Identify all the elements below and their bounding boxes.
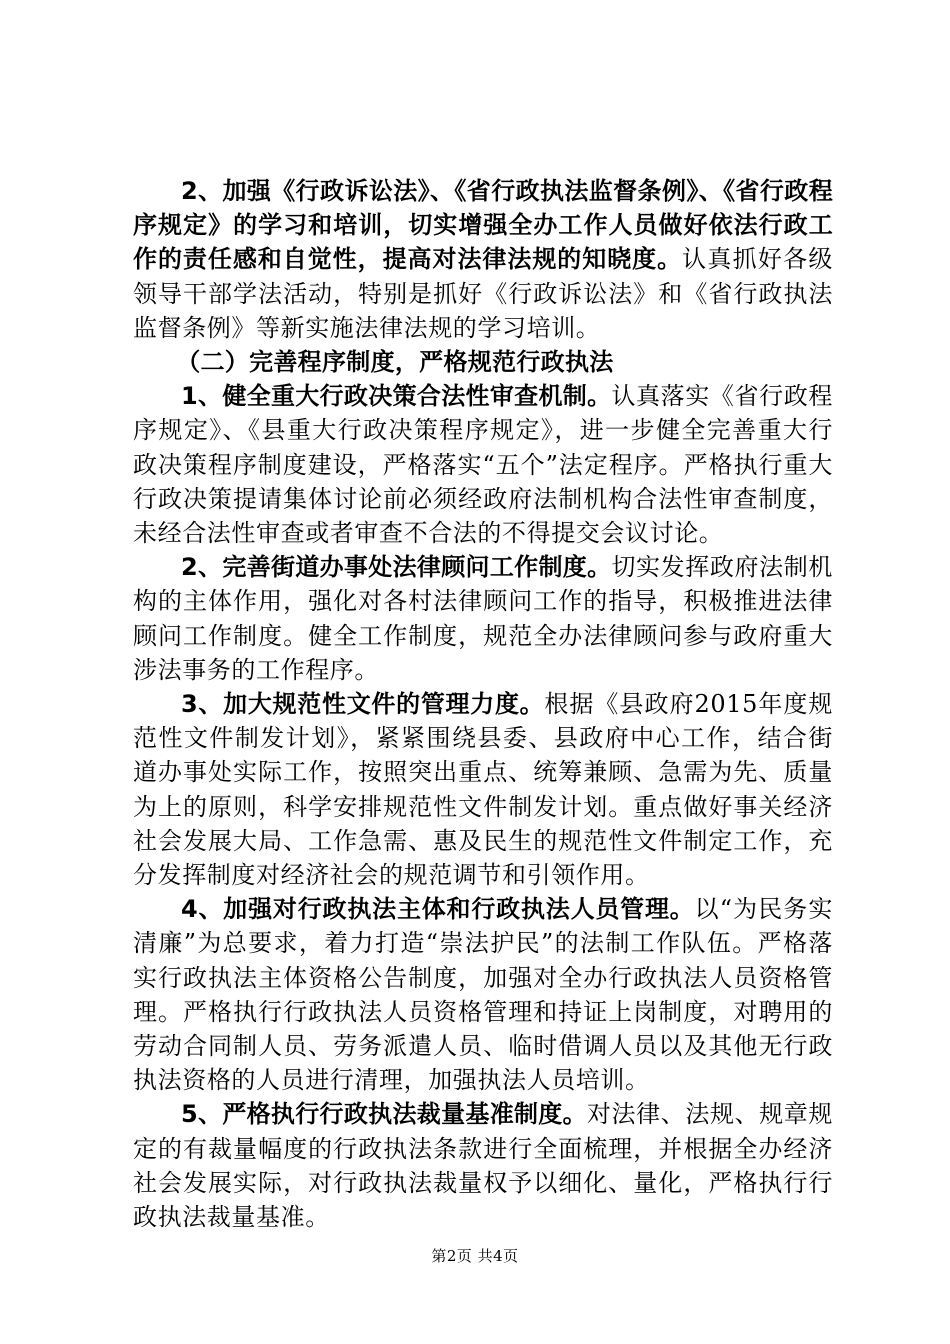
paragraph-text: 认真抓好各级领导干部学法活动，特别是抓好《行政诉讼法》和《省行政执法监督条例》等新实施法律法规的学习培训。 xyxy=(133,245,833,342)
paragraph-text: 切实发挥政府法制机构的主体作用，强化对各村法律顾问工作的指导，积极推进法律顾问工作制度。健全工作制度，规范全办法律顾问参与政府重大涉法事务的工作程序。 xyxy=(133,553,833,684)
paragraph-text: 以“为民务实清廉”为总要求，着力打造“崇法护民”的法制工作队伍。严格落实行政执法主体资格公告制度，加强对全办行政执法人员资格管理。严格执行行政执法人员资格管理和持证上岗制度，对聘用的劳动合同制人员、劳务派遣人员、临时借调人员以及其他无行政执法资格的人员进行清理，加强执法人员培训。 xyxy=(133,895,834,1095)
paragraph-normative-documents xyxy=(133,687,833,892)
paragraph-lead: 3、加大规范性文件的管理力度。 xyxy=(181,690,545,719)
page-footer: 第2页 共4页 xyxy=(431,1247,519,1265)
paragraph-enforcement-personnel xyxy=(133,892,833,1097)
paragraph-decision-review xyxy=(133,379,833,550)
section-heading: （二）完善程序制度，严格规范行政执法 xyxy=(176,348,614,377)
paragraph-study-training xyxy=(133,174,833,345)
paragraph-text: 认真落实《省行政程序规定》、《县重大行政决策程序规定》，进一步健全完善重大行政决策程序制度建设，严格落实“五个”法定程序。严格执行重大行政决策提请集体讨论前必须经政府法制机构合法性审查制度，未经合法性审查或者审查不合法的不得提交会议讨论。 xyxy=(133,382,833,548)
paragraph-text: 对法律、法规、规章规定的有裁量幅度的行政执法条款进行全面梳理，并根据全办经济社会发展实际，对行政执法裁量权予以细化、量化，严格执行行政执法裁量基准。 xyxy=(133,1100,833,1232)
paragraph-lead: 4、加强对行政执法主体和行政执法人员管理。 xyxy=(181,895,695,924)
paragraph-discretion-standard xyxy=(133,1097,833,1234)
paragraph-lead: 2、完善街道办事处法律顾问工作制度。 xyxy=(181,553,612,582)
paragraph-lead: 5、严格执行行政执法裁量基准制度。 xyxy=(181,1100,587,1129)
paragraph-lead: 2、加强《行政诉讼法》、《省行政执法监督条例》、《省行政程序规定》的学习和培训，切实增强全办工作人员做好依法行政工作的责任感和自觉性，提高对法律法规的知晓度。 xyxy=(133,177,833,274)
paragraph-legal-advisor xyxy=(133,550,833,687)
paragraph-text: 根据《县政府2015年度规范性文件制发计划》，紧紧围绕县委、县政府中心工作，结合街道办事处实际工作，按照突出重点、统筹兼顾、急需为先、质量为上的原则，科学安排规范性文件制发计划。重点做好事关经济社会发展大局、工作急需、惠及民生的规范性文件制定工作，充分发挥制度对经济社会的规范调节和引领作用。 xyxy=(133,690,833,890)
paragraph-lead: 1、健全重大行政决策合法性审查机制。 xyxy=(181,382,612,411)
document-body xyxy=(133,174,833,1234)
